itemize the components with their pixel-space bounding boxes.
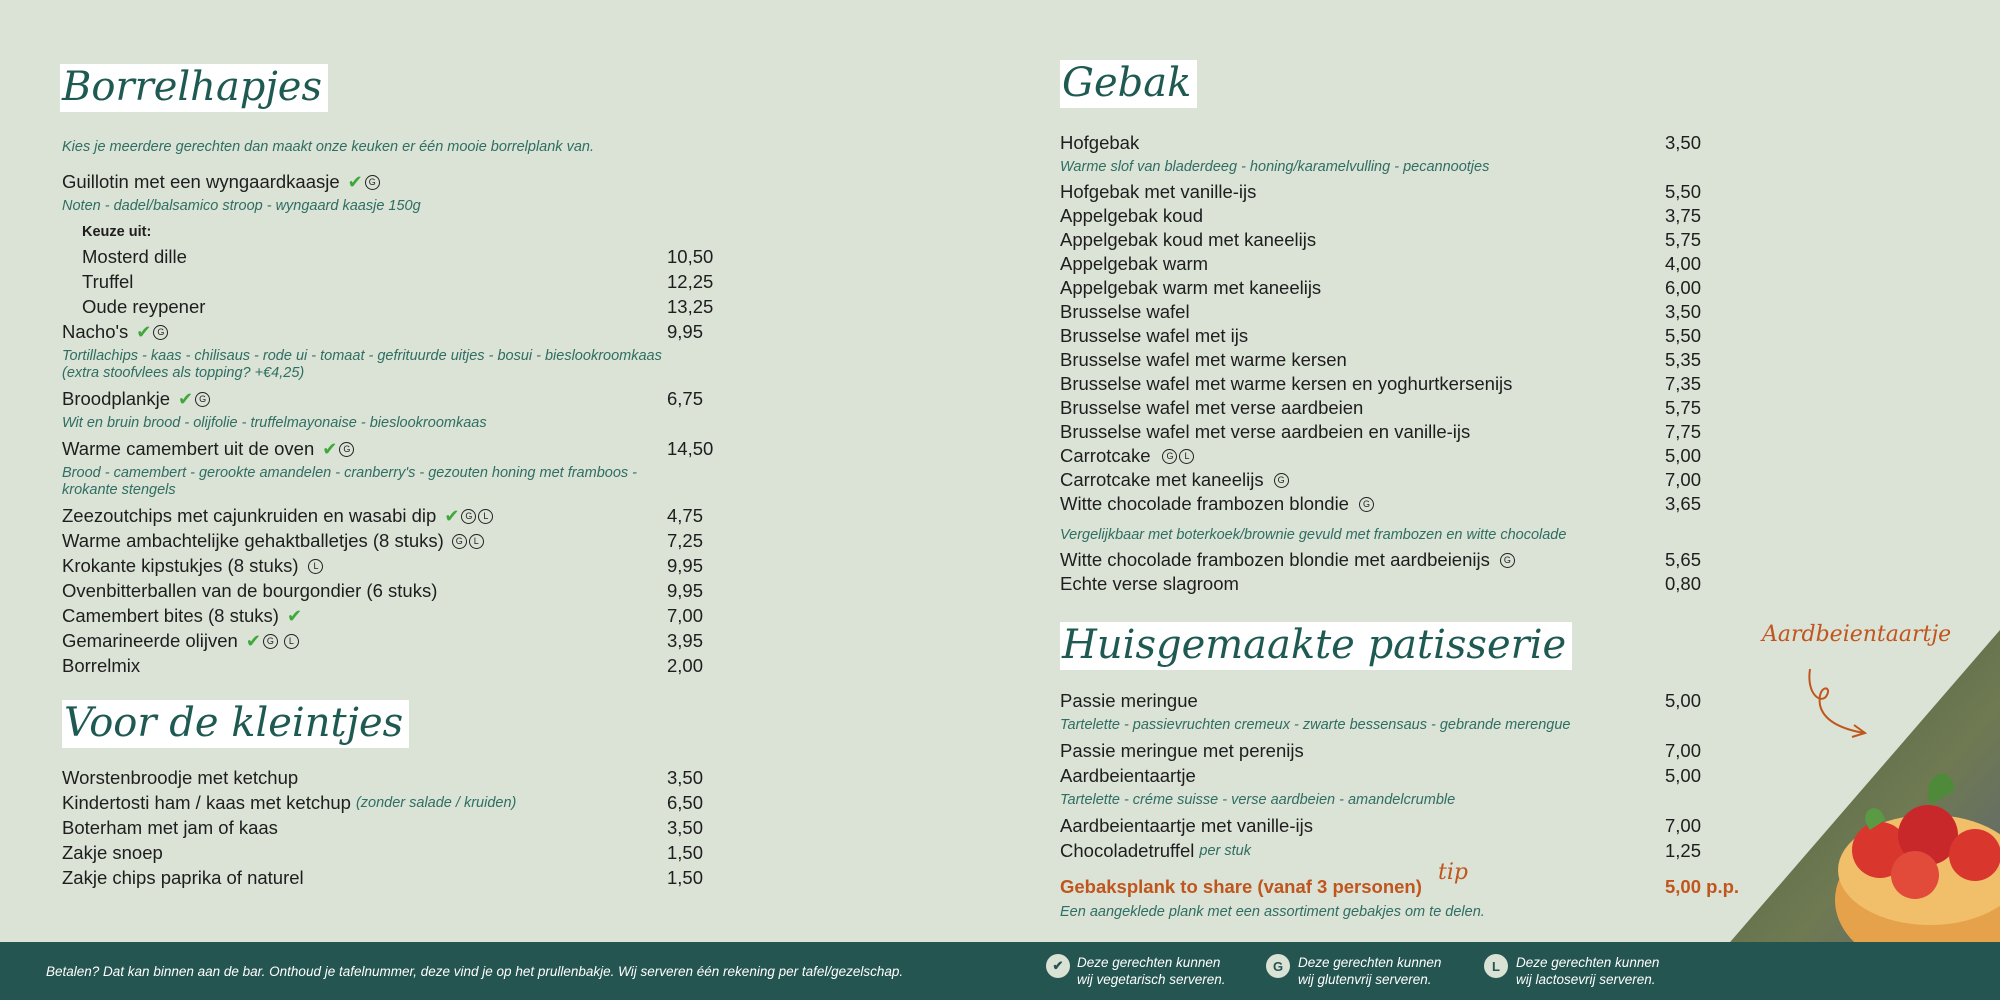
lactose-free-icon: L	[478, 509, 493, 524]
item-desc: Brood - camembert - gerookte amandelen - cranberry's - gezouten honing met framboos -	[62, 465, 637, 481]
item-name: Nacho's	[62, 321, 129, 342]
gluten-free-icon: G	[1500, 553, 1515, 568]
item-name: Broodplankje	[62, 388, 170, 409]
item-name: Warme ambachtelijke gehaktballetjes (8 stuks)	[62, 530, 444, 551]
gebak-item	[1060, 324, 1248, 348]
item-price: 7,00	[1665, 469, 1702, 490]
item-name: Guillotin met een wyngaardkaasje	[62, 171, 340, 192]
gebak-item	[1060, 348, 1347, 372]
kids-item	[62, 866, 304, 890]
option-price: 10,50	[667, 246, 714, 267]
menu-item	[62, 529, 484, 553]
item-name: Brusselse wafel met verse aardbeien en vanille-ijs	[1060, 421, 1471, 442]
item-name: Warme camembert uit de oven	[62, 438, 315, 459]
voor-de-kleintjes-title: Voor de kleintjes	[62, 700, 409, 748]
item-desc: krokante stengels	[62, 482, 176, 498]
vegetarian-leaf-icon: ✔	[322, 438, 338, 460]
item-name: Appelgebak koud	[1060, 205, 1203, 226]
tip-label: tip	[1438, 860, 1468, 885]
item-name: Appelgebak koud met kaneelijs	[1060, 229, 1317, 250]
item-price: 9,95	[667, 321, 704, 342]
item-name: Krokante kipstukjes (8 stuks)	[62, 555, 299, 576]
gebak-item	[1060, 420, 1470, 444]
lactose-free-icon: L	[1179, 449, 1194, 464]
item-name: Brusselse wafel met ijs	[1060, 325, 1249, 346]
gebak-item	[1060, 300, 1190, 324]
item-note: per stuk	[1199, 843, 1251, 859]
menu-item	[62, 579, 437, 603]
option-row	[82, 295, 205, 319]
menu-item	[1060, 814, 1313, 838]
kids-item	[62, 841, 163, 865]
lactose-free-icon: L	[308, 559, 323, 574]
item-price: 0,80	[1665, 573, 1702, 594]
option-price: 13,25	[667, 296, 714, 317]
item-name: Passie meringue	[1060, 690, 1198, 711]
item-name: Worstenbroodje met ketchup	[62, 767, 299, 788]
item-desc: (extra stoofvlees als topping? +€4,25)	[62, 365, 305, 381]
lactose-free-icon: L	[469, 534, 484, 549]
gebak-item	[1060, 204, 1203, 228]
gebak-item	[1060, 276, 1321, 300]
item-desc: Wit en bruin brood - olijfolie - truffelmayonaise - bieslookroomkaas	[62, 415, 487, 431]
item-price: 5,00	[1665, 765, 1702, 786]
choice-label: Keuze uit:	[82, 224, 152, 240]
gluten-free-icon: G	[339, 442, 354, 457]
legend-vegetarian	[1077, 954, 1226, 988]
item-name: Chocoladetruffel	[1060, 840, 1195, 861]
option-name: Oude reypener	[82, 296, 206, 317]
gebak-item	[1060, 180, 1256, 204]
item-name: Kindertosti ham / kaas met ketchup	[62, 792, 351, 813]
item-price: 7,00	[667, 605, 704, 626]
item-price: 4,00	[1665, 253, 1702, 274]
item-price: 7,00	[1665, 740, 1702, 761]
item-price: 5,65	[1665, 549, 1702, 570]
item-price: 5,50	[1665, 181, 1702, 202]
item-price: 3,50	[667, 817, 704, 838]
item-price: 9,95	[667, 580, 704, 601]
patisserie-title: Huisgemaakte patisserie	[1060, 622, 1572, 670]
menu-item-guillotin	[62, 170, 380, 194]
gebak-item	[1060, 228, 1316, 252]
legend-lactosefree	[1516, 954, 1659, 988]
item-desc: Vergelijkbaar met boterkoek/brownie gevuld met frambozen en witte chocolade	[1060, 527, 1567, 543]
item-price: 3,50	[1665, 301, 1702, 322]
kids-item	[62, 766, 298, 790]
menu-item-camembert	[62, 437, 354, 461]
vegetarian-leaf-icon: ✔	[178, 388, 194, 410]
item-price: 6,50	[667, 792, 704, 813]
item-price: 3,95	[667, 630, 704, 651]
item-name: Hofgebak	[1060, 132, 1140, 153]
item-price: 5,00 p.p.	[1665, 876, 1740, 897]
item-price: 1,50	[667, 842, 704, 863]
item-name: Witte chocolade frambozen blondie	[1060, 493, 1349, 514]
item-price: 7,75	[1665, 421, 1702, 442]
item-name: Brusselse wafel met warme kersen en yoghurtkersenijs	[1060, 373, 1513, 394]
vegetarian-leaf-icon: ✔	[286, 605, 303, 627]
item-name: Aardbeientaartje	[1060, 765, 1196, 786]
gebak-item	[1060, 572, 1239, 596]
item-name: Zakje snoep	[62, 842, 163, 863]
item-price: 5,50	[1665, 325, 1702, 346]
option-row	[82, 245, 187, 269]
item-name: Appelgebak warm	[1060, 253, 1209, 274]
legend-glutenfree	[1298, 954, 1441, 988]
item-name: Gemarineerde olijven	[62, 630, 238, 651]
gluten-free-icon: G	[1274, 473, 1289, 488]
gebak-item	[1060, 548, 1515, 572]
item-name: Carrotcake met kaneelijs	[1060, 469, 1264, 490]
item-name: Appelgebak warm met kaneelijs	[1060, 277, 1322, 298]
legend-line: wij vegetarisch serveren.	[1077, 972, 1226, 987]
option-row	[82, 270, 133, 294]
gebak-item	[1060, 492, 1374, 516]
item-name: Brusselse wafel met warme kersen	[1060, 349, 1347, 370]
item-desc: Tortillachips - kaas - chilisaus - rode ui - tomaat - gefrituurde uitjes - bosui - bieslookroomkaas	[62, 348, 662, 364]
item-price: 7,00	[1665, 815, 1702, 836]
vegetarian-leaf-icon: ✔	[347, 171, 363, 193]
option-name: Mosterd dille	[82, 246, 187, 267]
kids-item	[62, 791, 516, 815]
item-price: 3,65	[1665, 493, 1702, 514]
vegetarian-leaf-icon: ✔	[136, 321, 152, 343]
gluten-free-icon: G	[452, 534, 467, 549]
menu-item-passie	[1060, 689, 1198, 713]
item-name: Brusselse wafel	[1060, 301, 1190, 322]
gebak-item	[1060, 372, 1512, 396]
gluten-free-icon: G	[1359, 497, 1374, 512]
item-price: 4,75	[667, 505, 704, 526]
item-name: Brusselse wafel met verse aardbeien	[1060, 397, 1364, 418]
item-desc: Warme slof van bladerdeeg - honing/karamelvulling - pecannootjes	[1060, 159, 1490, 175]
gebak-item	[1060, 252, 1208, 276]
item-name: Boterham met jam of kaas	[62, 817, 278, 838]
item-price: 5,75	[1665, 397, 1702, 418]
item-name: Zakje chips paprika of naturel	[62, 867, 304, 888]
vegetarian-leaf-icon: ✔	[1046, 954, 1070, 978]
menu-item	[62, 654, 140, 678]
menu-item	[62, 604, 302, 628]
menu-item	[62, 554, 323, 578]
vegetarian-leaf-icon: ✔	[245, 630, 261, 652]
lactose-free-icon: L	[284, 634, 299, 649]
option-name: Truffel	[82, 271, 134, 292]
menu-item	[62, 629, 299, 653]
photo-label: Aardbeientaartje	[1762, 622, 1952, 647]
option-price: 12,25	[667, 271, 714, 292]
gebak-title: Gebak	[1060, 60, 1197, 108]
item-price: 5,00	[1665, 445, 1702, 466]
item-price: 7,35	[1665, 373, 1702, 394]
gluten-free-icon: G	[263, 634, 278, 649]
menu-item-aardbei	[1060, 764, 1196, 788]
item-price: 5,00	[1665, 690, 1702, 711]
legend-line: wij lactosevrij serveren.	[1516, 972, 1656, 987]
item-price: 6,75	[667, 388, 704, 409]
item-price: 2,00	[667, 655, 704, 676]
legend-line: Deze gerechten kunnen	[1516, 955, 1660, 970]
item-name: Aardbeientaartje met vanille-ijs	[1060, 815, 1313, 836]
menu-item-hofgebak	[1060, 131, 1139, 155]
item-price: 3,50	[667, 767, 704, 788]
payment-note: Betalen? Dat kan binnen aan de bar. Onthoud je tafelnummer, deze vind je op het prullenbakje. Wij serveren één rekening per tafel/gezelschap.	[46, 964, 904, 979]
item-name: Borrelmix	[62, 655, 141, 676]
gluten-free-icon: G	[461, 509, 476, 524]
item-desc: Noten - dadel/balsamico stroop - wyngaard kaasje 150g	[62, 198, 421, 214]
item-name: Witte chocolade frambozen blondie met aardbeienijs	[1060, 549, 1490, 570]
item-desc: Tartelette - passievruchten cremeux - zwarte bessensaus - gebrande merengue	[1060, 717, 1571, 733]
vegetarian-leaf-icon: ✔	[444, 505, 460, 527]
item-name: Hofgebak met vanille-ijs	[1060, 181, 1257, 202]
gebak-item	[1060, 396, 1363, 420]
legend-line: Deze gerechten kunnen	[1298, 955, 1442, 970]
menu-item-gebaksplank	[1060, 875, 1422, 899]
borrel-intro: Kies je meerdere gerechten dan maakt onze keuken er één mooie borrelplank van.	[62, 139, 594, 155]
item-price: 5,35	[1665, 349, 1702, 370]
gebak-item	[1060, 468, 1289, 492]
item-price: 3,75	[1665, 205, 1702, 226]
menu-item	[62, 504, 493, 528]
item-note: (zonder salade / kruiden)	[355, 795, 517, 811]
item-name: Zeezoutchips met cajunkruiden en wasabi dip	[62, 505, 437, 526]
item-price: 3,50	[1665, 132, 1702, 153]
lactose-free-icon: L	[1484, 954, 1508, 978]
gluten-free-icon: G	[365, 175, 380, 190]
item-name: Passie meringue met perenijs	[1060, 740, 1304, 761]
gluten-free-icon: G	[1266, 954, 1290, 978]
item-name: Camembert bites (8 stuks)	[62, 605, 279, 626]
menu-item	[1060, 839, 1251, 863]
arrow-icon	[1802, 665, 1872, 740]
item-price: 1,25	[1665, 840, 1702, 861]
item-desc: Een aangeklede plank met een assortiment gebakjes om te delen.	[1060, 904, 1485, 920]
footer-bar	[0, 942, 2000, 1000]
item-name: Gebaksplank to share (vanaf 3 personen)	[1060, 876, 1422, 897]
item-price: 9,95	[667, 555, 704, 576]
gluten-free-icon: G	[153, 325, 168, 340]
gluten-free-icon: G	[195, 392, 210, 407]
item-name: Echte verse slagroom	[1060, 573, 1239, 594]
item-price: 6,00	[1665, 277, 1702, 298]
gluten-free-icon: G	[1162, 449, 1177, 464]
item-price: 14,50	[667, 438, 714, 459]
gebak-item	[1060, 444, 1194, 468]
kids-item	[62, 816, 278, 840]
borrelhapjes-title: Borrelhapjes	[60, 64, 328, 112]
legend-line: wij glutenvrij serveren.	[1298, 972, 1432, 987]
legend-line: Deze gerechten kunnen	[1077, 955, 1221, 970]
menu-item	[1060, 739, 1304, 763]
item-price: 5,75	[1665, 229, 1702, 250]
item-name: Carrotcake	[1060, 445, 1151, 466]
item-desc: Tartelette - créme suisse - verse aardbeien - amandelcrumble	[1060, 792, 1456, 808]
menu-item-broodplankje	[62, 387, 210, 411]
item-price: 7,25	[667, 530, 704, 551]
item-price: 1,50	[667, 867, 704, 888]
menu-item-nachos	[62, 320, 168, 344]
item-name: Ovenbitterballen van de bourgondier (6 stuks)	[62, 580, 438, 601]
